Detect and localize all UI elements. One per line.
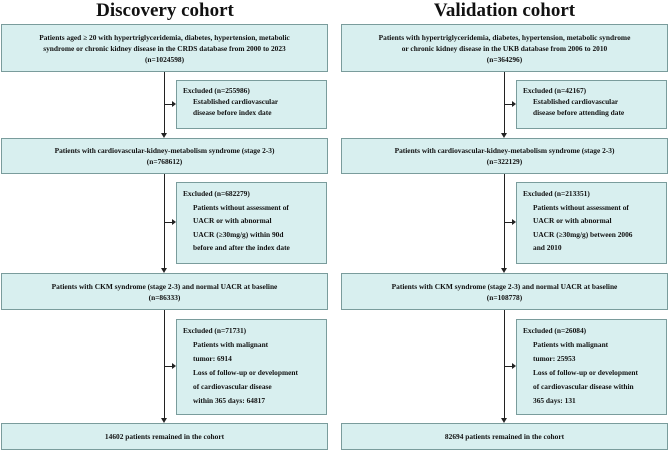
connector-line <box>504 104 512 105</box>
discovery-cohort-title: Discovery cohort <box>96 0 234 21</box>
discovery-exclusion-box-1 <box>176 80 327 129</box>
validation-cohort-title: Validation cohort <box>433 0 576 21</box>
arrow-right-icon <box>512 219 516 225</box>
box-line: Patients with CKM syndrome (stage 2-3) and normal UACR at baseline <box>391 281 618 291</box>
discovery-normal-uacr-box <box>1 273 328 310</box>
arrow-right-icon <box>172 101 176 107</box>
connector-line <box>164 366 172 367</box>
exclusion-reason: UACR or with abnormal <box>533 216 612 226</box>
box-line: or chronic kidney disease in the UKB database from 2006 to 2010 <box>401 43 608 53</box>
validation-exclusion-box-2 <box>516 182 667 264</box>
connector-line <box>164 174 165 268</box>
connector-line <box>504 72 505 133</box>
arrow-down-icon <box>161 268 167 273</box>
connector-line <box>164 104 172 105</box>
box-line: (n=364296) <box>486 54 523 64</box>
exclusion-reason: tumor: 25953 <box>533 354 576 363</box>
box-line: Patients with CKM syndrome (stage 2-3) and normal UACR at baseline <box>51 281 278 291</box>
arrow-down-icon <box>161 418 167 423</box>
exclusion-reason: before and after the index date <box>193 243 290 253</box>
connector-line <box>504 366 512 367</box>
arrow-right-icon <box>512 101 516 107</box>
box-line: Patients with cardiovascular-kidney-metabolism syndrome (stage 2-3) <box>54 146 275 155</box>
exclusion-count: Excluded (n=26084) <box>523 326 587 335</box>
exclusion-reason: Established cardiovascular <box>533 97 619 106</box>
box-line: Patients with cardiovascular-kidney-metabolism syndrome (stage 2-3) <box>394 146 615 155</box>
exclusion-reason: tumor: 6914 <box>193 354 232 363</box>
arrow-down-icon <box>501 268 507 273</box>
exclusion-count: Excluded (n=213351) <box>523 189 590 198</box>
exclusion-reason: Patients with malignant <box>193 340 269 349</box>
box-line: Patients with hypertriglyceridemia, diabetes, hypertension, metabolic syndrome <box>378 32 631 42</box>
exclusion-reason: Patients without assessment of <box>193 202 289 212</box>
validation-normal-uacr-box <box>341 273 668 310</box>
discovery-exclusion-box-2 <box>176 182 327 264</box>
exclusion-reason: 365 days: 131 <box>533 396 576 405</box>
box-line: 82694 patients remained in the cohort <box>444 432 565 441</box>
connector-line <box>504 310 505 418</box>
exclusion-reason: of cardiovascular disease within <box>533 382 634 391</box>
connector-line <box>504 174 505 268</box>
exclusion-reason: Established cardiovascular <box>193 97 279 106</box>
exclusion-reason: UACR or with abnormal <box>193 216 272 226</box>
box-line: (n=768612) <box>146 157 183 166</box>
arrow-down-icon <box>501 133 507 138</box>
box-line: (n=108778) <box>486 292 523 302</box>
discovery-final-cohort-box <box>1 423 328 450</box>
exclusion-reason: Patients with malignant <box>533 340 609 349</box>
arrow-down-icon <box>161 133 167 138</box>
connector-line <box>164 310 165 418</box>
exclusion-count: Excluded (n=682279) <box>183 189 250 198</box>
exclusion-reason: Loss of follow-up or development <box>193 368 298 377</box>
exclusion-reason: and 2010 <box>533 243 562 253</box>
exclusion-count: Excluded (n=42167) <box>523 86 587 95</box>
exclusion-reason: within 365 days: 64817 <box>193 396 266 405</box>
box-line: 14602 patients remained in the cohort <box>104 432 225 441</box>
box-line: (n=86333) <box>148 292 181 302</box>
validation-final-cohort-box <box>341 423 668 450</box>
box-line: syndrome or chronic kidney disease in the CRDS database from 2000 to 2023 <box>43 43 286 53</box>
arrow-right-icon <box>172 219 176 225</box>
connector-line <box>164 72 165 133</box>
connector-line <box>164 222 172 223</box>
validation-exclusion-box-3 <box>516 319 667 415</box>
exclusion-reason: Loss of follow-up or development <box>533 368 638 377</box>
box-line: Patients aged ≥ 20 with hypertriglyceridemia, diabetes, hypertension, metabolic <box>39 32 290 42</box>
exclusion-reason: disease before index date <box>193 108 272 117</box>
arrow-right-icon <box>512 363 516 369</box>
arrow-down-icon <box>501 418 507 423</box>
exclusion-count: Excluded (n=255986) <box>183 86 250 95</box>
exclusion-reason: disease before attending date <box>533 108 625 117</box>
box-line: (n=322129) <box>486 157 523 166</box>
validation-ckm-stage-box <box>341 138 668 174</box>
discovery-ckm-stage-box <box>1 138 328 174</box>
exclusion-reason: of cardiovascular disease <box>193 382 272 391</box>
connector-line <box>504 222 512 223</box>
exclusion-reason: UACR (≥30mg/g) within 90d <box>193 229 284 239</box>
validation-exclusion-box-1 <box>516 80 667 129</box>
exclusion-reason: Patients without assessment of <box>533 202 629 212</box>
exclusion-reason: UACR (≥30mg/g) between 2006 <box>533 229 633 239</box>
discovery-initial-population-box <box>1 24 328 72</box>
arrow-right-icon <box>172 363 176 369</box>
exclusion-count: Excluded (n=71731) <box>183 326 247 335</box>
validation-initial-population-box <box>341 24 668 72</box>
box-line: (n=1024598) <box>144 54 185 64</box>
discovery-exclusion-box-3 <box>176 319 327 415</box>
